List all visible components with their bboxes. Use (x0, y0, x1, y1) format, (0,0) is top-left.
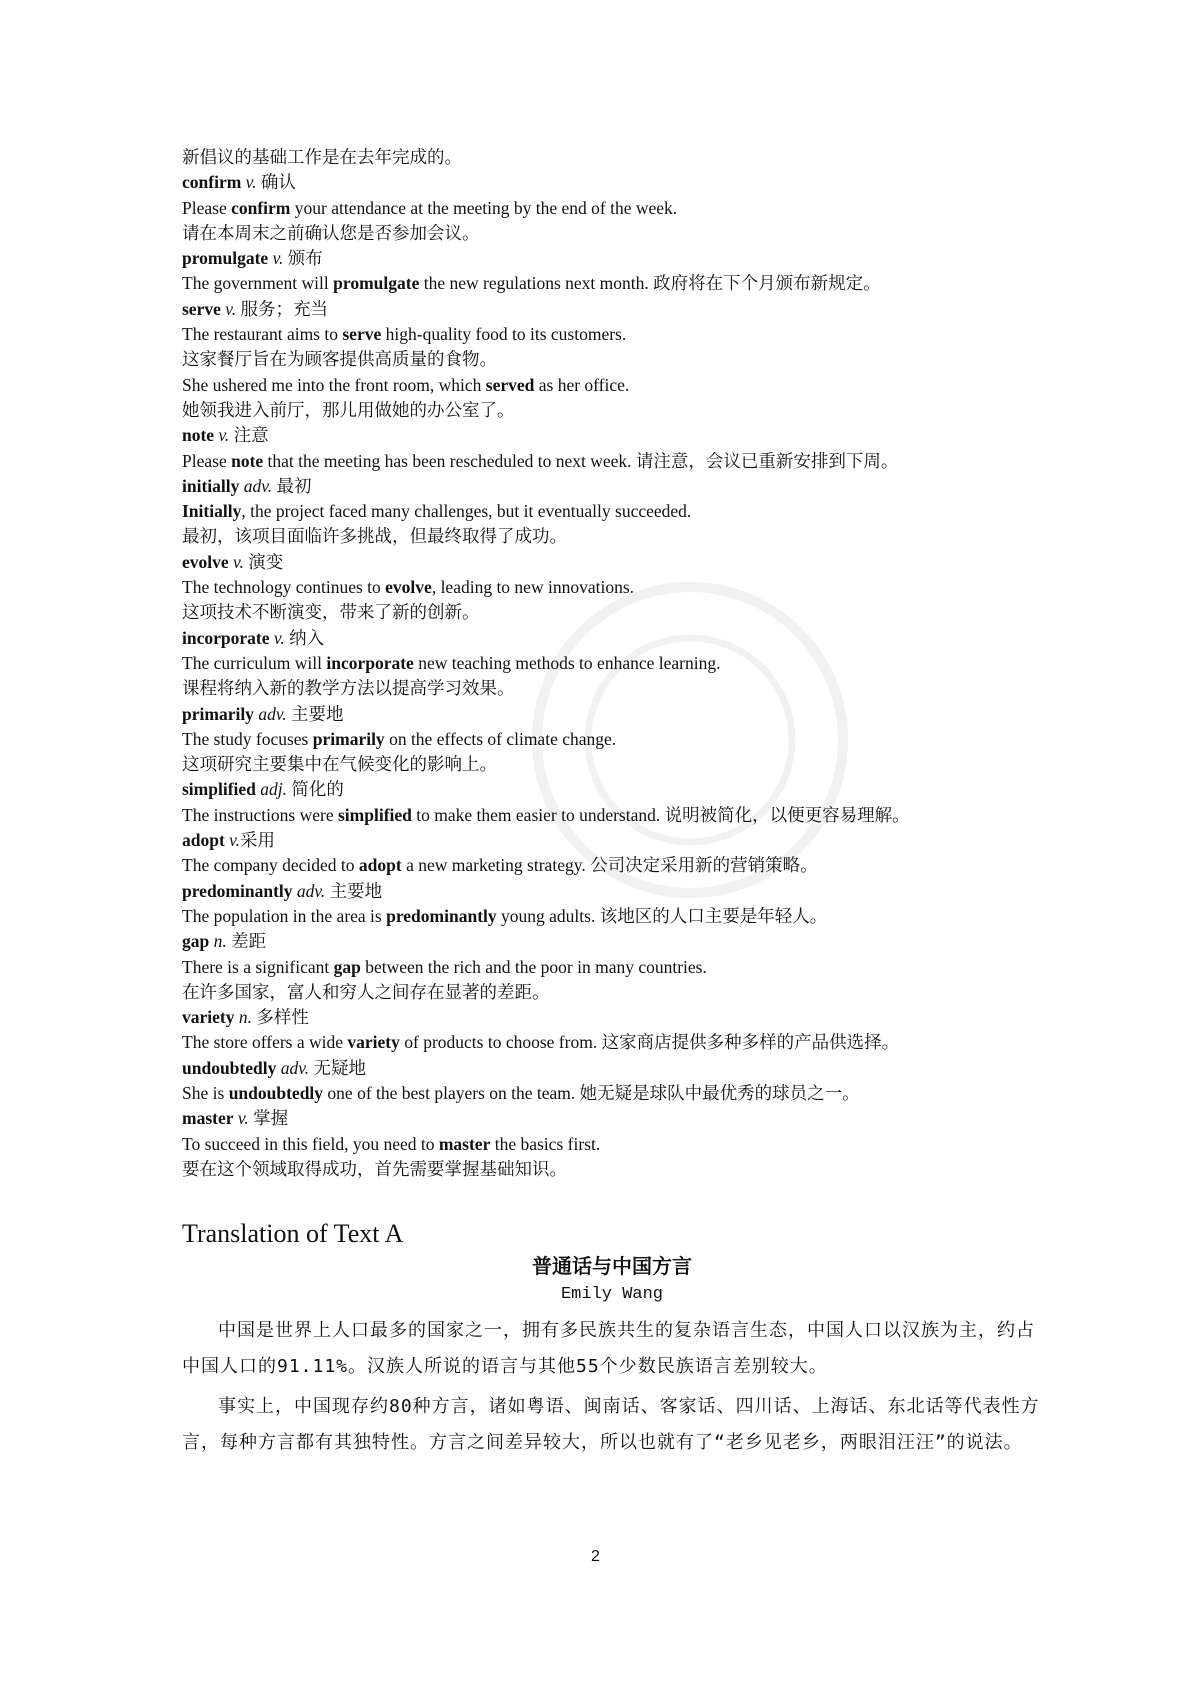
sentence-text: as her office. (534, 374, 630, 395)
highlighted-word: variety (347, 1032, 400, 1053)
sentence-text: 这项研究主要集中在气候变化的影响上。 (182, 754, 497, 775)
sentence-text: high-quality food to its customers. (381, 324, 627, 345)
sentence-text: the new regulations next month. 政府将在下个月颁布新规定。 (419, 273, 881, 294)
vocab-entry-gap (182, 929, 1042, 954)
sentence-text: Please (182, 450, 232, 471)
vocab-entry-incorporate (182, 626, 1042, 651)
sentence-text: The government will (182, 273, 334, 294)
example-sentence (182, 904, 1042, 929)
article-title: 普通话与中国方言 (532, 1254, 692, 1279)
part-of-speech: adj. (260, 779, 288, 800)
sentence-text: The technology continues to (182, 577, 386, 598)
sentence-text: of products to choose from. 这家商店提供多种多样的产品供选择。 (399, 1032, 900, 1053)
part-of-speech: adv. (258, 703, 287, 724)
vocab-entry-undoubtedly (182, 1056, 1042, 1081)
vocab-word: note (182, 425, 215, 446)
example-sentence (182, 271, 1042, 296)
example-sentence (182, 955, 1042, 980)
example-sentence (182, 373, 1042, 398)
example-sentence (182, 499, 1042, 524)
vocab-entry-master (182, 1106, 1042, 1131)
highlighted-word: evolve (385, 577, 432, 598)
sentence-text: your attendance at the meeting by the end of the week. (290, 197, 678, 218)
example-sentence (182, 221, 1042, 246)
vocab-meaning: 简化的 (291, 779, 344, 800)
vocab-word: gap (182, 931, 210, 952)
vocab-word: promulgate (182, 248, 269, 269)
sentence-text: The company decided to (182, 855, 359, 876)
sentence-text: 在许多国家，富人和穷人之间存在显著的差距。 (182, 981, 550, 1002)
vocab-word: simplified (182, 779, 256, 800)
sentence-text: 要在这个领域取得成功，首先需要掌握基础知识。 (182, 1158, 567, 1179)
sentence-text: Please (182, 197, 232, 218)
vocab-entry-promulgate (182, 246, 1042, 271)
document-page (182, 145, 1042, 1461)
highlighted-word: undoubtedly (228, 1082, 324, 1103)
vocab-word: confirm (182, 172, 242, 193)
sentence-text: on the effects of climate change. (384, 728, 617, 749)
highlighted-word: promulgate (333, 273, 420, 294)
vocab-word: variety (182, 1007, 235, 1028)
example-sentence (182, 196, 1042, 221)
sentence-text: The instructions were (182, 804, 338, 825)
sentence-text: The curriculum will (182, 652, 327, 673)
vocab-entry-variety (182, 1005, 1042, 1030)
part-of-speech: v. (245, 172, 257, 193)
vocab-word: incorporate (182, 627, 270, 648)
part-of-speech: adv. (296, 880, 326, 901)
example-sentence (182, 449, 1042, 474)
sentence-text: , leading to new innovations. (431, 577, 635, 598)
highlighted-word: confirm (231, 197, 291, 218)
part-of-speech: n. (213, 931, 227, 952)
example-sentence (182, 803, 1042, 828)
part-of-speech: v. (237, 1108, 249, 1129)
vocab-meaning: 主要地 (291, 703, 344, 724)
vocab-word: adopt (182, 830, 225, 851)
vocab-word: undoubtedly (182, 1057, 277, 1078)
highlighted-word: gap (333, 956, 361, 977)
example-sentence (182, 752, 1042, 777)
part-of-speech: v. (225, 298, 237, 319)
vocab-meaning: 差距 (231, 931, 267, 952)
highlighted-word: adopt (358, 855, 402, 876)
highlighted-word: primarily (312, 728, 385, 749)
part-of-speech: n. (238, 1007, 252, 1028)
example-sentence (182, 398, 1042, 423)
vocab-entry-serve (182, 297, 1042, 322)
vocab-meaning: 无疑地 (313, 1057, 366, 1078)
sentence-text: new teaching methods to enhance learning. (413, 652, 721, 673)
vocab-meaning: 最初 (276, 475, 312, 496)
sentence-text: to make them easier to understand. 说明被简化，以便更容易理解。 (411, 804, 910, 825)
vocab-entry-simplified (182, 777, 1042, 802)
vocab-meaning: 多样性 (256, 1007, 309, 1028)
vocab-word: predominantly (182, 880, 293, 901)
vocab-meaning: 颁布 (287, 248, 323, 269)
example-sentence (182, 676, 1042, 701)
vocab-word: primarily (182, 703, 254, 724)
sentence-text: There is a significant (182, 956, 334, 977)
example-sentence (182, 727, 1042, 752)
vocabulary-list (182, 170, 1042, 1182)
vocab-entry-predominantly (182, 879, 1042, 904)
part-of-speech: v. (218, 425, 230, 446)
sentence-text: The study focuses (182, 728, 313, 749)
sentence-text: , the project faced many challenges, but it eventually succeeded. (241, 501, 692, 522)
page-number: 2 (591, 1548, 600, 1565)
example-sentence (182, 524, 1042, 549)
example-sentence (182, 575, 1042, 600)
highlighted-word: simplified (338, 804, 412, 825)
vocab-entry-note (182, 423, 1042, 448)
article-author: Emily Wang (560, 1285, 664, 1305)
vocab-word: master (182, 1108, 234, 1129)
vocab-meaning: 主要地 (329, 880, 383, 901)
intro-line: 新倡议的基础工作是在去年完成的。 (182, 147, 462, 167)
vocab-meaning: 演变 (248, 551, 284, 572)
sentence-text: 这家餐厅旨在为顾客提供高质量的食物。 (182, 349, 497, 370)
highlighted-word: incorporate (326, 652, 414, 673)
sentence-text: To succeed in this field, you need to (182, 1133, 439, 1154)
vocab-meaning: 采用 (240, 830, 276, 851)
vocab-entry-evolve (182, 550, 1042, 575)
sentence-text: 请在本周末之前确认您是否参加会议。 (182, 222, 480, 243)
sentence-text: a new marketing strategy. 公司决定采用新的营销策略。 (401, 855, 818, 876)
example-sentence (182, 322, 1042, 347)
highlighted-word: serve (342, 324, 382, 345)
sentence-text: The restaurant aims to (182, 324, 343, 345)
paragraph: 事实上，中国现存约80种方言，诸如粤语、闽南话、客家话、四川话、上海话、东北话等代表性方言，每种方言都有其独特性。方言之间差异较大，所以也就有了“老乡见老乡，两眼泪汪汪”的说法。 (182, 1396, 1040, 1454)
highlighted-word: served (485, 374, 535, 395)
vocab-meaning: 注意 (233, 425, 269, 446)
vocab-entry-confirm (182, 170, 1042, 195)
part-of-speech: v. (229, 830, 241, 851)
example-sentence (182, 651, 1042, 676)
vocab-word: serve (182, 298, 221, 319)
sentence-text: 这项技术不断演变，带来了新的创新。 (182, 602, 480, 623)
sentence-text: The population in the area is (182, 905, 387, 926)
vocab-entry-initially (182, 474, 1042, 499)
sentence-text: 课程将纳入新的教学方法以提高学习效果。 (182, 678, 515, 699)
highlighted-word: note (231, 450, 264, 471)
highlighted-word: master (438, 1133, 491, 1154)
example-sentence (182, 980, 1042, 1005)
part-of-speech: v. (233, 551, 244, 572)
sentence-text: 最初，该项目面临许多挑战，但最终取得了成功。 (182, 526, 567, 547)
part-of-speech: adv. (243, 475, 273, 496)
sentence-text: The store offers a wide (182, 1032, 348, 1053)
sentence-text: 她领我进入前厅，那儿用做她的办公室了。 (182, 399, 515, 420)
vocab-entry-adopt (182, 828, 1042, 853)
vocab-meaning: 服务；充当 (240, 298, 328, 319)
vocab-word: evolve (182, 551, 229, 572)
example-sentence (182, 600, 1042, 625)
vocab-meaning: 确认 (260, 172, 296, 193)
part-of-speech: adv. (280, 1057, 310, 1078)
vocab-entry-primarily (182, 702, 1042, 727)
part-of-speech: v. (272, 248, 284, 269)
sentence-text: that the meeting has been rescheduled to next week. 请注意，会议已重新安排到下周。 (263, 450, 899, 471)
example-sentence (182, 347, 1042, 372)
vocab-meaning: 纳入 (289, 627, 325, 648)
example-sentence (182, 1132, 1042, 1157)
sentence-text: the basics first. (490, 1133, 601, 1154)
section-heading: Translation of Text A (182, 1219, 404, 1249)
sentence-text: one of the best players on the team. 她无疑是球队中最优秀的球员之一。 (323, 1082, 860, 1103)
sentence-text: young adults. 该地区的人口主要是年轻人。 (496, 905, 828, 926)
highlighted-word: Initially (182, 501, 242, 522)
highlighted-word: predominantly (386, 905, 497, 926)
example-sentence (182, 1157, 1042, 1182)
paragraph: 中国是世界上人口最多的国家之一，拥有多民族共生的复杂语言生态，中国人口以汉族为主，约占中国人口的91.11%。汉族人所说的语言与其他55个少数民族语言差别较大。 (182, 1320, 1035, 1378)
example-sentence (182, 1081, 1042, 1106)
part-of-speech: v. (273, 627, 285, 648)
example-sentence (182, 853, 1042, 878)
sentence-text: She is (182, 1082, 229, 1103)
sentence-text: between the rich and the poor in many countries. (360, 956, 707, 977)
example-sentence (182, 1030, 1042, 1055)
sentence-text: She ushered me into the front room, which (182, 374, 486, 395)
vocab-word: initially (182, 475, 240, 496)
vocab-meaning: 掌握 (253, 1108, 289, 1129)
